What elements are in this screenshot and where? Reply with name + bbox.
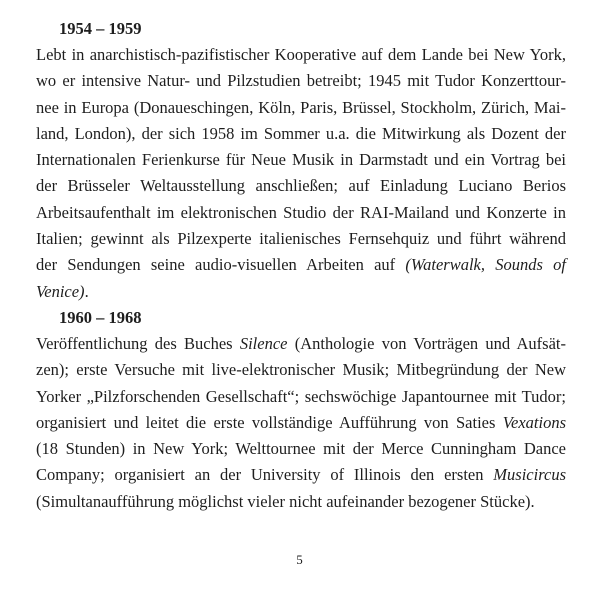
- text-line: [36, 279, 566, 305]
- text-segment: der Sendungen seine audio-visuellen Arbeiten auf: [36, 255, 406, 275]
- section-heading: 1954 – 1959: [59, 19, 142, 38]
- text-segment: zen); erste Versuche mit live-elektronischer Musik; Mitbegründung der New: [36, 360, 566, 380]
- text-line: [36, 489, 566, 515]
- text-segment: (Simultanaufführung möglichst vieler nicht aufeinander bezogener Stücke).: [36, 491, 535, 511]
- text-segment: land, London), der sich 1958 im Sommer u.a. die Mitwirkung als Dozent der: [36, 123, 566, 143]
- text-segment: Internationalen Ferienkurse für Neue Musik in Darmstadt und ein Vortrag bei: [36, 150, 566, 170]
- section-body: [36, 42, 566, 305]
- italic-text: Musicircus: [493, 465, 566, 485]
- document-page: [36, 16, 566, 515]
- text-line: [36, 226, 566, 252]
- text-line: [36, 410, 566, 436]
- text-line: [36, 436, 566, 462]
- text-line: [36, 121, 566, 147]
- italic-text: Silence: [239, 333, 288, 353]
- text-line: [36, 252, 566, 278]
- text-segment: Italien; gewinnt als Pilzexperte italienisches Fernsehquiz und führt während: [36, 229, 566, 249]
- text-segment: der Brüsseler Weltausstellung anschließen; auf Einladung Luciano Berios: [36, 176, 566, 196]
- text-segment: (Anthologie von Vorträgen und Aufsät-: [287, 333, 566, 353]
- text-segment: Yorker „Pilzforschenden Gesellschaft“; sechswöchige Japantournee mit Tudor;: [36, 386, 566, 406]
- text-segment: nee in Europa (Donaueschingen, Köln, Paris, Brüssel, Stockholm, Zürich, Mai-: [36, 97, 566, 117]
- text-line: [36, 173, 566, 199]
- text-line: [36, 384, 566, 410]
- text-segment: wo er intensive Natur- und Pilzstudien betreibt; 1945 mit Tudor Konzerttour-: [36, 71, 566, 91]
- text-segment: (18 Stunden) in New York; Welttournee mit der Merce Cunningham Dance: [36, 439, 566, 459]
- page-number: 5: [296, 552, 303, 567]
- italic-text: Vexations: [502, 412, 566, 432]
- text-segment: .: [84, 281, 89, 301]
- text-line: [36, 95, 566, 121]
- section-body: [36, 331, 566, 515]
- text-line: [36, 357, 566, 383]
- section-heading: 1960 – 1968: [59, 307, 142, 327]
- text-line: [36, 147, 566, 173]
- text-segment: Veröffentlichung des Buches: [36, 333, 240, 353]
- text-segment: Company; organisiert an der University of Illinois den ersten: [36, 465, 494, 485]
- text-line: [36, 42, 566, 68]
- section-1960-1968: [36, 305, 566, 515]
- text-line: [36, 331, 566, 357]
- text-line: [36, 462, 566, 488]
- text-line: [36, 200, 566, 226]
- text-segment: organisiert und leitet die erste vollständige Aufführung von Saties: [36, 412, 503, 432]
- italic-text: Venice): [36, 281, 85, 301]
- text-segment: Lebt in anarchistisch-pazifistischer Kooperative auf dem Lande bei New York,: [36, 45, 566, 64]
- text-line: [36, 68, 566, 94]
- italic-text: (Waterwalk, Sounds of: [405, 255, 566, 275]
- text-segment: Arbeitsaufenthalt im elektronischen Studio der RAI-Mailand und Konzerte in: [36, 202, 566, 222]
- section-1954-1959: [36, 16, 566, 305]
